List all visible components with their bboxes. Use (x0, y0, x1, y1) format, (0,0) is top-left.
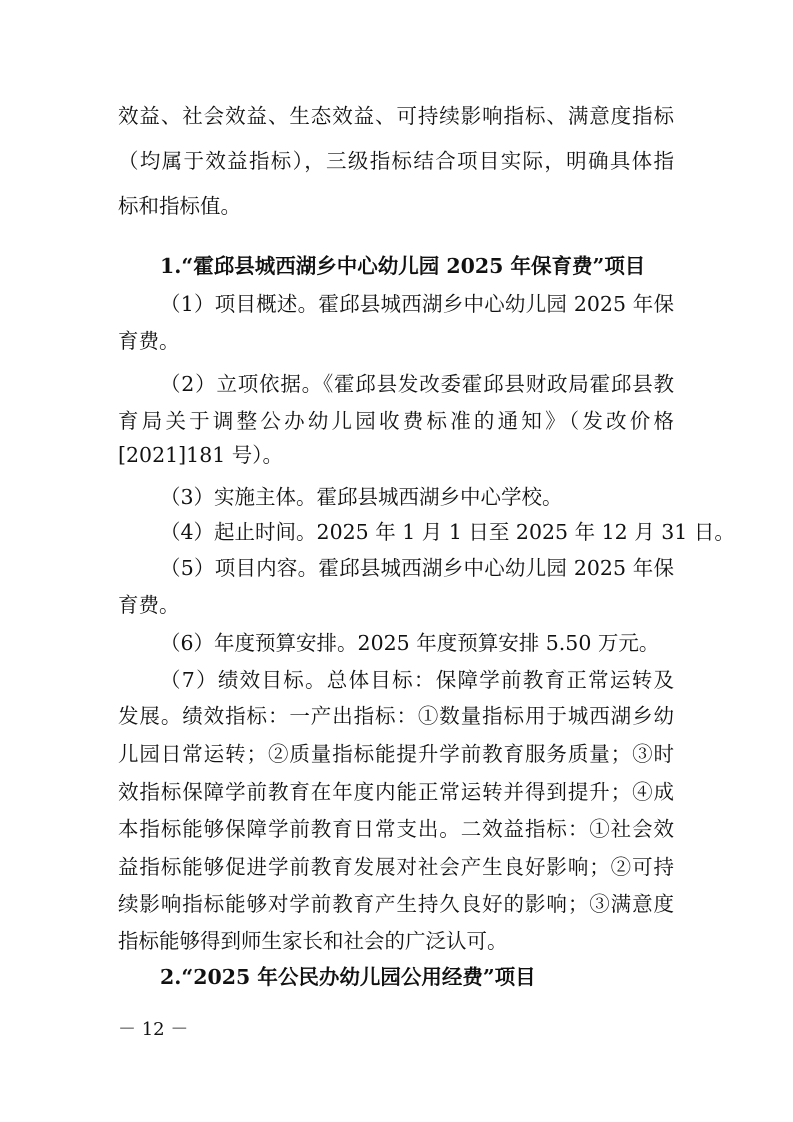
s1-basis-line-2: 育局关于调整公办幼儿园收费标准的通知》（发改价格 (118, 409, 674, 433)
s1-goal-line-5: 本指标能够保障学前教育日常支出。二效益指标：①社会效 (118, 817, 674, 841)
intro-line-1: 效益、社会效益、生态效益、可持续影响指标、满意度指标 (118, 104, 674, 128)
s1-basis-line-3: [2021]181 号）。 (118, 443, 284, 467)
s1-content-line-1: （5）项目内容。霍邱县城西湖乡中心幼儿园 2025 年保 (160, 556, 674, 580)
s1-budget: （6）年度预算安排。2025 年度预算安排 5.50 万元。 (160, 631, 660, 655)
s1-period: （4）起止时间。2025 年 1 月 1 日至 2025 年 12 月 31 日。 (160, 520, 735, 544)
s1-subject: （3）实施主体。霍邱县城西湖乡中心学校。 (160, 485, 563, 509)
s1-overview-line-1: （1）项目概述。霍邱县城西湖乡中心幼儿园 2025 年保 (160, 292, 674, 316)
s1-goal-line-7: 续影响指标能够对学前教育产生持久良好的影响；③满意度 (118, 892, 674, 916)
s1-goal-line-2: 发展。绩效指标：一产出指标：①数量指标用于城西湖乡幼 (118, 704, 674, 728)
section-1-heading: 1.“霍邱县城西湖乡中心幼儿园 2025 年保育费”项目 (160, 254, 646, 278)
section-2-heading: 2.“2025 年公民办幼儿园公用经费”项目 (160, 965, 536, 989)
s1-goal-line-3: 儿园日常运转；②质量指标能提升学前教育服务质量；③时 (118, 742, 674, 766)
s1-content-line-2: 育费。 (118, 593, 180, 617)
s1-goal-line-1: （7）绩效目标。总体目标：保障学前教育正常运转及 (160, 668, 674, 692)
page-number: － 12 － (118, 1019, 189, 1040)
s1-goal-line-8: 指标能够得到师生家长和社会的广泛认可。 (118, 929, 508, 953)
intro-line-2: （均属于效益指标），三级指标结合项目实际，明确具体指 (118, 149, 674, 173)
s1-overview-line-2: 育费。 (118, 329, 180, 353)
s1-goal-line-6: 益指标能够促进学前教育发展对社会产生良好影响；②可持 (118, 855, 674, 879)
s1-goal-line-4: 效指标保障学前教育在年度内能正常运转并得到提升；④成 (118, 780, 674, 804)
s1-basis-line-1: （2）立项依据。《霍邱县发改委霍邱县财政局霍邱县教 (160, 372, 674, 396)
intro-line-3: 标和指标值。 (118, 194, 241, 218)
